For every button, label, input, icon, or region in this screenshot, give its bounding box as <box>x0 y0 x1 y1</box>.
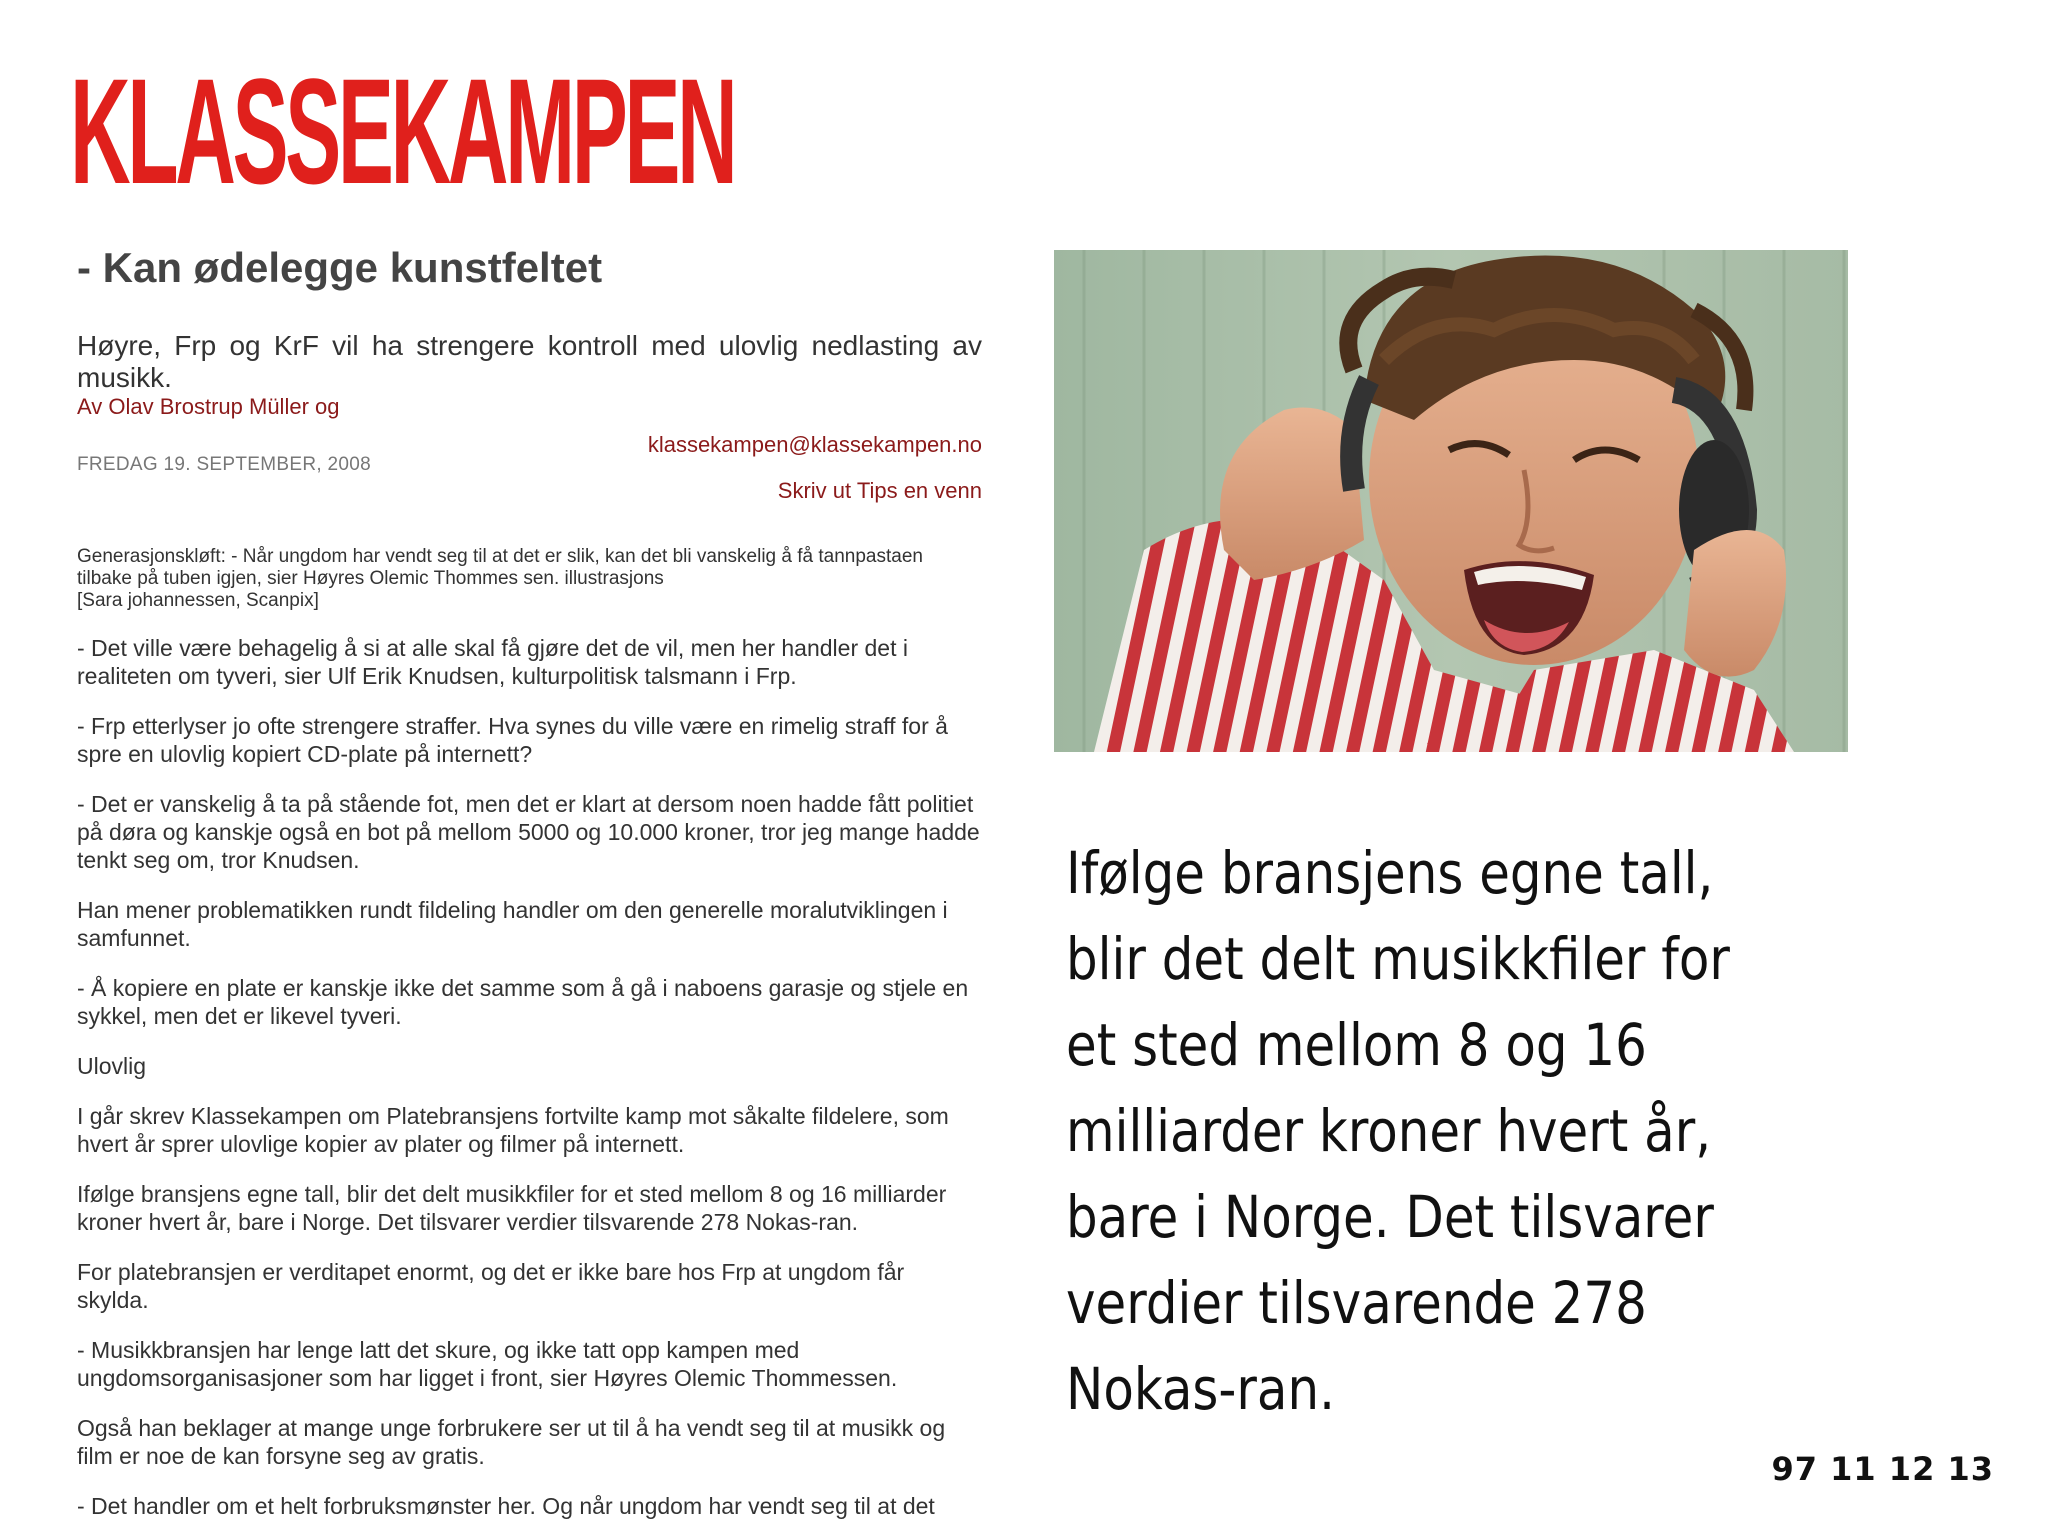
body-paragraph: For platebransjen er verditapet enormt, og det er ikke bare hos Frp at ungdom får skylda. <box>77 1259 905 1313</box>
caption-credit: [Sara johannessen, Scanpix] <box>77 590 319 611</box>
newspaper-logo <box>70 47 735 215</box>
email-link[interactable]: klassekampen@klassekampen.no <box>647 432 982 457</box>
body-paragraph: - Det ville være behagelig å si at alle skal få gjøre det de vil, men her handler det i realiteten om tyveri, sier Ulf Erik Knudsen, kulturpolitisk talsmann i Frp. <box>77 635 908 689</box>
article-date: FREDAG 19. SEPTEMBER, 2008 <box>77 454 371 475</box>
body-paragraph: Ifølge bransjens egne tall, blir det delt musikkfiler for et sted mellom 8 og 16 milliarder kroner hvert år, bare i Norge. Det tilsvarer verdier tilsvarende 278 Nokas-ran. <box>77 1181 947 1235</box>
article-body <box>77 634 982 1520</box>
subheading: Ulovlig <box>77 1053 147 1079</box>
article-meta <box>77 420 982 508</box>
body-paragraph: Også han beklager at mange unge forbrukere ser ut til å ha vendt seg til at musikk og film er noe de kan forsyne seg av gratis. <box>77 1415 946 1469</box>
body-paragraph: - Det er vanskelig å ta på stående fot, men det er klart at dersom noen hadde fått politiet på døra og kanskje også en bot på mellom 5000 og 10.000 kroner, tror jeg mange hadde tenkt seg om, tror Knudsen. <box>77 791 980 873</box>
print-share-links[interactable]: Skriv ut Tips en venn <box>777 478 982 503</box>
article-byline[interactable]: Av Olav Brostrup Müller og <box>77 394 340 419</box>
article-headline: - Kan ødelegge kunstfeltet <box>77 244 603 291</box>
body-paragraph: - Å kopiere en plate er kanskje ikke det samme som å gå i naboens garasje og stjele en sykkel, men det er likevel tyveri. <box>77 975 969 1029</box>
article-ingress: Høyre, Frp og KrF vil ha strengere kontroll med ulovlig nedlasting av musikk. <box>77 330 982 393</box>
headphones-person-photo <box>1054 250 1848 752</box>
caption-text: Generasjonskløft: - Når ungdom har vendt seg til at det er slik, kan det bli vanskelig å få tannpastaen tilbake på tuben igjen, sier Høyres Olemic Thommes sen. illustrasjons <box>77 546 923 589</box>
article <box>77 240 982 1520</box>
photo-caption <box>77 546 982 612</box>
body-paragraph: I går skrev Klassekampen om Platebransjens fortvilte kamp mot såkalte fildelere, som hvert år sprer ulovlige kopier av plater og filmer på internett. <box>77 1103 949 1157</box>
pull-quote: Ifølge bransjens egne tall, blir det delt musikkfiler for et sted mellom 8 og 16 milliarder kroner hvert år, bare i Norge. Det tilsvarer verdier tilsvarende 278 Nokas-ran. <box>1066 839 1730 1423</box>
body-paragraph: Han mener problematikken rundt fildeling handler om den generelle moralutviklingen i samfunnet. <box>77 897 948 951</box>
photo-illustration-icon <box>1054 250 1848 752</box>
body-paragraph: - Det handler om et helt forbruksmønster her. Og når ungdom har vendt seg til at det <box>77 1493 935 1519</box>
logo-text: KLASSEKAMPEN <box>70 47 735 215</box>
body-paragraph: - Musikkbransjen har lenge latt det skure, og ikke tatt opp kampen med ungdomsorganisasjoner som har ligget i front, sier Høyres Olemic Thommessen. <box>77 1337 898 1391</box>
phone-number: 97 11 12 13 <box>1771 1450 1994 1488</box>
body-paragraph: - Frp etterlyser jo ofte strengere straffer. Hva synes du ville være en rimelig straff for å spre en ulovlig kopiert CD-plate på internett? <box>77 713 948 767</box>
